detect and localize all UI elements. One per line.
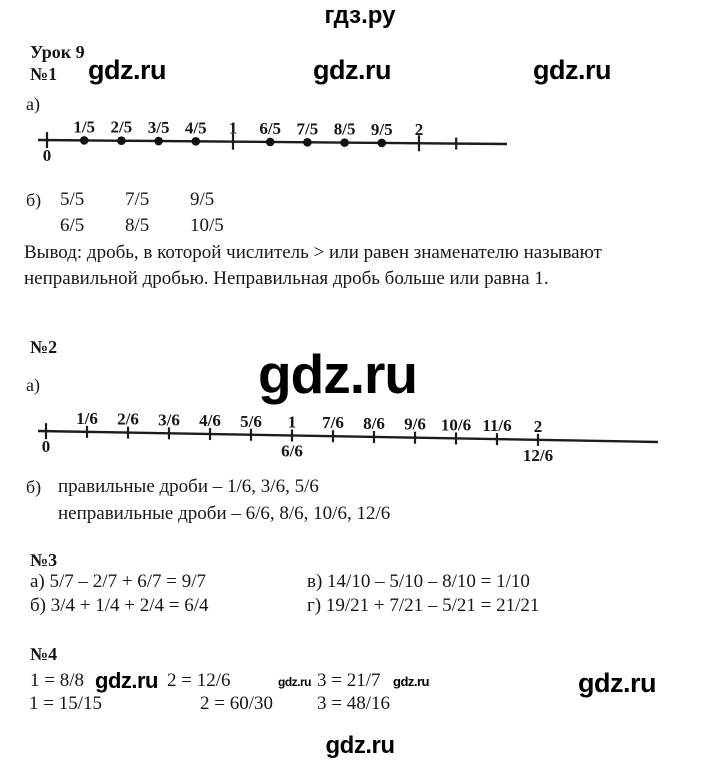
- svg-text:6/6: 6/6: [281, 441, 303, 461]
- watermark: gdz.ru: [393, 674, 429, 689]
- svg-text:1: 1: [287, 412, 297, 432]
- svg-text:2: 2: [533, 416, 543, 436]
- task1-part-a-label: а): [26, 94, 40, 114]
- proper-fractions-text: правильные дроби – 1/6, 3/6, 5/6: [58, 476, 319, 497]
- equation: б) 3/4 + 1/4 + 2/4 = 6/4: [30, 595, 209, 616]
- watermark: gdz.ru: [325, 732, 395, 759]
- svg-text:1: 1: [228, 118, 238, 138]
- watermark: gdz.ru: [278, 675, 311, 689]
- svg-text:4/5: 4/5: [184, 118, 207, 138]
- equation: г) 19/21 + 7/21 – 5/21 = 21/21: [307, 595, 540, 616]
- svg-text:2/6: 2/6: [117, 409, 139, 429]
- svg-text:9/5: 9/5: [370, 119, 393, 139]
- fraction-value: 8/5: [125, 215, 150, 236]
- svg-text:7/5: 7/5: [296, 119, 319, 139]
- watermark: gdz.ru: [533, 55, 611, 85]
- svg-text:1/5: 1/5: [73, 117, 96, 137]
- svg-text:3/5: 3/5: [147, 118, 170, 138]
- conclusion-text-line2: неправильной дробью. Неправильная дробь больше или равна 1.: [24, 268, 549, 289]
- task1-part-b-label: б): [26, 190, 42, 210]
- svg-text:1/6: 1/6: [76, 408, 98, 428]
- task1-number: №1: [30, 64, 58, 84]
- task4-number: №4: [30, 644, 58, 664]
- fraction-value: 6/5: [60, 215, 85, 236]
- svg-text:6/5: 6/5: [259, 118, 282, 138]
- equation: 2 = 60/30: [200, 693, 273, 714]
- svg-text:10/6: 10/6: [440, 415, 472, 435]
- svg-text:9/6: 9/6: [404, 414, 426, 434]
- fraction-value: 10/5: [190, 215, 224, 236]
- svg-text:8/6: 8/6: [363, 413, 385, 433]
- page-title: гдз.ру: [324, 2, 396, 29]
- svg-text:4/6: 4/6: [199, 411, 221, 431]
- equation: в) 14/10 – 5/10 – 8/10 = 1/10: [307, 571, 530, 592]
- task3-number: №3: [30, 550, 58, 570]
- watermark: gdz.ru: [88, 55, 166, 85]
- task2-part-b-label: б): [26, 477, 42, 497]
- equation: 3 = 21/7: [317, 670, 381, 691]
- svg-text:3/6: 3/6: [158, 410, 180, 430]
- lesson-title: Урок 9: [30, 42, 85, 62]
- watermark-large: gdz.ru: [258, 343, 417, 405]
- number-line-2: [0, 402, 690, 474]
- equation: а) 5/7 – 2/7 + 6/7 = 9/7: [30, 571, 207, 592]
- conclusion-text-line1: Вывод: дробь, в которой числитель > или равен знаменателю называют: [24, 242, 602, 263]
- watermark: gdz.ru: [313, 55, 391, 85]
- equation: 2 = 12/6: [167, 670, 231, 691]
- fraction-value: 5/5: [60, 189, 85, 210]
- fraction-value: 7/5: [125, 189, 150, 210]
- watermark: gdz.ru: [578, 668, 656, 698]
- task2-number: №2: [30, 337, 58, 357]
- svg-text:0: 0: [41, 437, 51, 457]
- task2-part-a-label: а): [26, 375, 40, 395]
- svg-text:2/5: 2/5: [110, 117, 133, 137]
- svg-text:5/6: 5/6: [240, 411, 262, 431]
- svg-text:8/5: 8/5: [333, 119, 356, 139]
- svg-text:7/6: 7/6: [322, 413, 344, 433]
- equation: 3 = 48/16: [317, 693, 390, 714]
- improper-fractions-text: неправильные дроби – 6/6, 8/6, 10/6, 12/6: [58, 503, 391, 524]
- number-line-1: [0, 112, 540, 182]
- svg-text:2: 2: [414, 120, 424, 140]
- watermark: gdz.ru: [95, 668, 158, 693]
- svg-text:12/6: 12/6: [522, 445, 554, 465]
- svg-text:11/6: 11/6: [482, 416, 512, 436]
- equation: 1 = 15/15: [29, 693, 102, 714]
- equation: 1 = 8/8: [30, 670, 84, 691]
- svg-text:0: 0: [42, 146, 52, 166]
- fraction-value: 9/5: [190, 189, 215, 210]
